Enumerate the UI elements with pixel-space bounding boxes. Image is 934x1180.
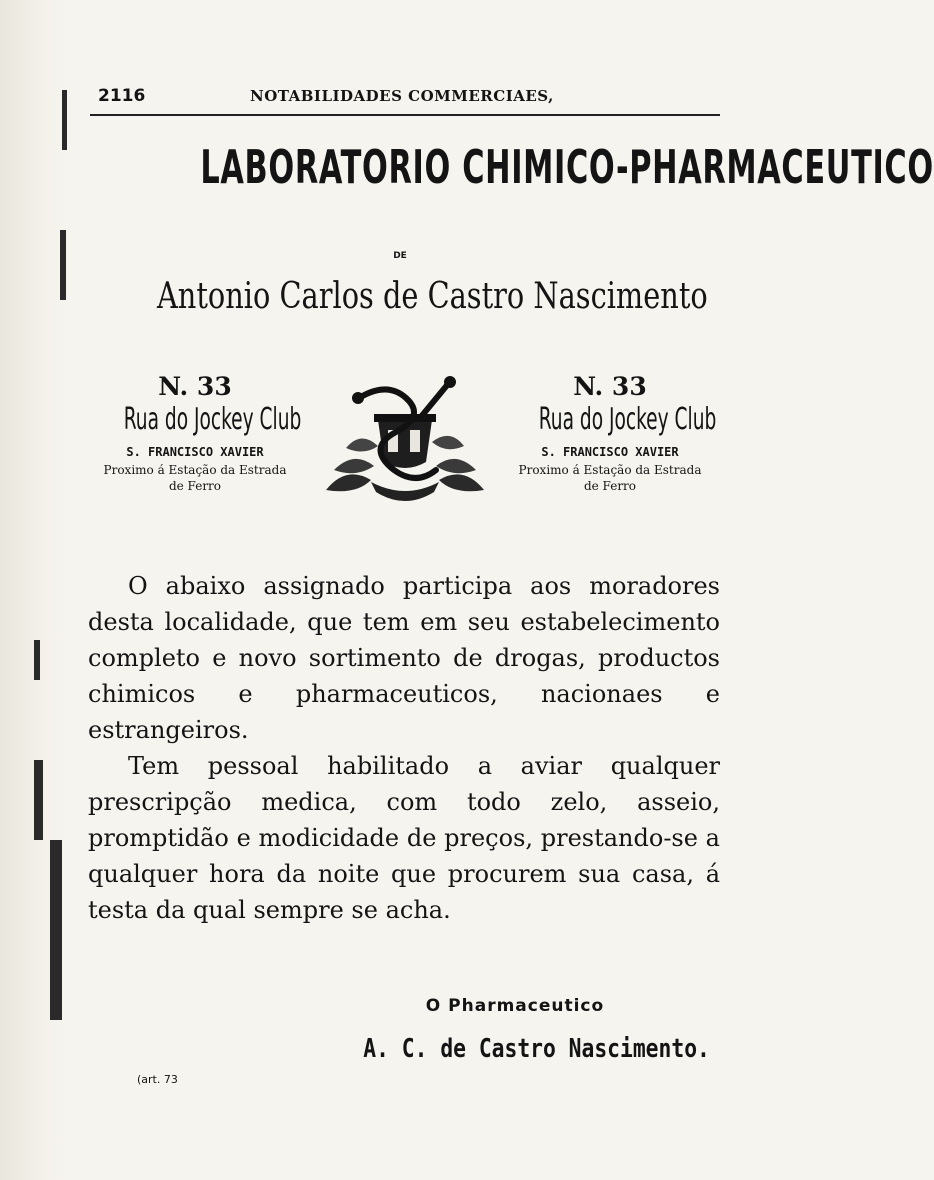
running-title: NOTABILIDADES COMMERCIAES,: [250, 87, 554, 105]
advert-de: DE: [393, 251, 407, 261]
scan-edge-mark: [50, 840, 62, 1020]
address-street: Rua do Jockey Club: [123, 402, 302, 437]
article-reference: (art. 73: [137, 1073, 178, 1086]
pharmacy-emblem-icon: [316, 370, 494, 516]
address-near-line2: de Ferro: [583, 479, 637, 493]
signatory-name: A. C. de Castro Nascimento.: [363, 1034, 710, 1064]
signatory-role: O Pharmaceutico: [425, 996, 605, 1016]
address-left: [80, 372, 310, 494]
body-paragraph: Tem pessoal habilitado a aviar qualquer prescripção medica, com todo zelo, asseio, promptidão e modicidade de preços, prestando-se a qualquer hora da noite que procurem sua casa, á testa da qual sempre se acha.: [88, 752, 720, 924]
body-paragraph: O abaixo assignado participa aos moradores desta localidade, que tem em seu estabelecimento completo e novo sortimento de drogas, productos chimicos e pharmaceuticos, nacionaes e estrangeiros.: [88, 572, 720, 744]
address-number: N. 33: [158, 372, 232, 401]
advert-body: [88, 568, 720, 928]
address-street: Rua do Jockey Club: [538, 402, 717, 437]
scan-edge-mark: [34, 760, 43, 840]
page-header: [90, 86, 720, 116]
address-number: N. 33: [573, 372, 647, 401]
address-right: [495, 372, 725, 494]
address-near-line1: Proximo á Estação da Estrada: [103, 463, 287, 477]
address-district: S. FRANCISCO XAVIER: [541, 445, 679, 459]
scan-edge-mark: [62, 90, 67, 150]
page-number: 2116: [98, 86, 146, 106]
scan-edge-mark: [34, 640, 40, 680]
address-district: S. FRANCISCO XAVIER: [126, 445, 264, 459]
advert-title: LABORATORIO CHIMICO-PHARMACEUTICO: [200, 140, 934, 194]
scan-edge-mark: [60, 230, 66, 300]
address-near-line1: Proximo á Estação da Estrada: [518, 463, 702, 477]
address-near-line2: de Ferro: [168, 479, 222, 493]
advert-owner: Antonio Carlos de Castro Nascimento: [157, 276, 708, 317]
